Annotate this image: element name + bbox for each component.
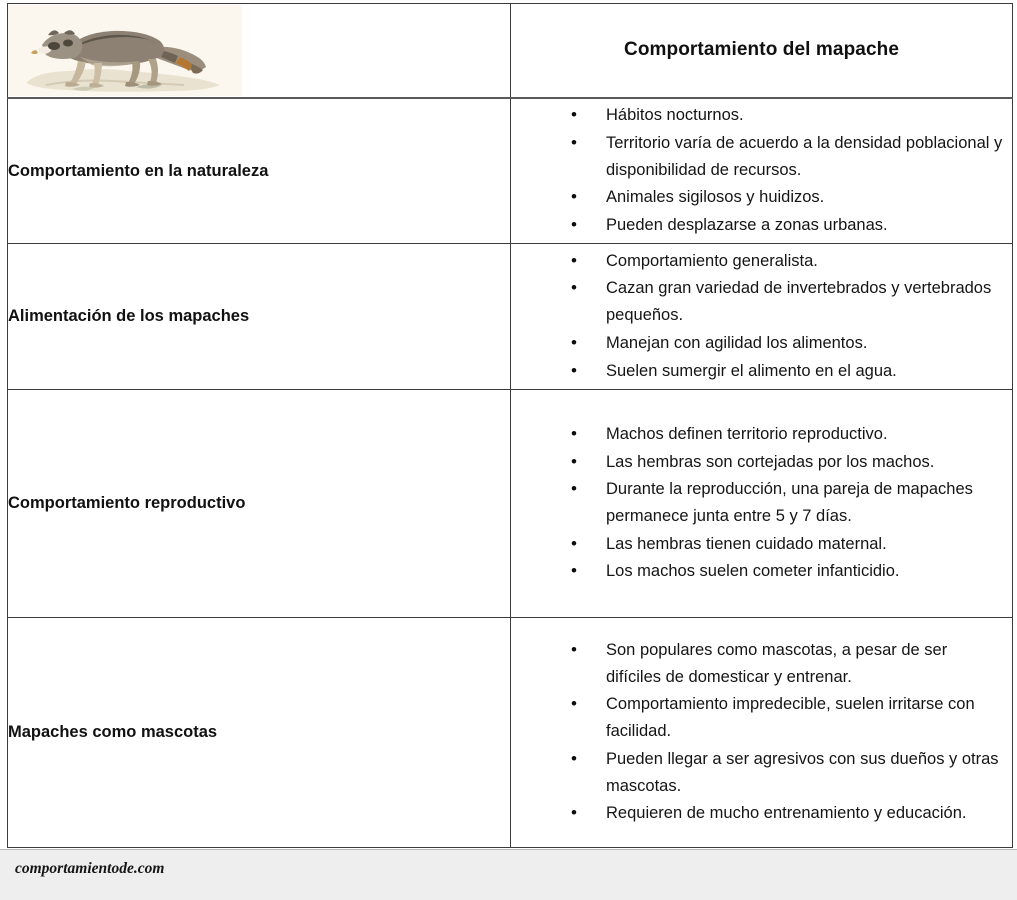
row-label-cell (8, 618, 511, 848)
behavior-table (7, 3, 1013, 848)
list-item: • Hábitos nocturnos. (511, 102, 1012, 129)
list-item: • Las hembras son cortejadas por los machos. (511, 449, 1012, 476)
row-label: Comportamiento reproductivo (8, 494, 246, 513)
thumbnail-cell (8, 4, 511, 99)
list-item: • Suelen sumergir el alimento en el agua. (511, 358, 1012, 385)
page-title: Comportamiento del mapache (624, 39, 899, 61)
bullet-list (511, 248, 1012, 385)
list-item: • Durante la reproducción, una pareja de mapaches permanece junta entre 5 y 7 días. (511, 476, 1012, 529)
bullet-list (511, 637, 1012, 827)
list-item: • Pueden desplazarse a zonas urbanas. (511, 212, 1012, 239)
table-row (8, 98, 1013, 244)
list-item: • Comportamiento generalista. (511, 248, 1012, 275)
list-item: • Animales sigilosos y huidizos. (511, 184, 1012, 211)
table-header-row (8, 4, 1013, 99)
list-item: • Son populares como mascotas, a pesar de ser difíciles de domesticar y entrenar. (511, 637, 1012, 690)
list-item: • Pueden llegar a ser agresivos con sus dueños y otras mascotas. (511, 746, 1012, 799)
site-attribution: comportamientode.com (15, 860, 165, 877)
row-label: Alimentación de los mapaches (8, 307, 250, 326)
row-detail-cell (511, 390, 1013, 618)
row-detail-cell (511, 98, 1013, 244)
list-item: • Comportamiento impredecible, suelen irritarse con facilidad. (511, 691, 1012, 744)
list-item: • Machos definen territorio reproductivo. (511, 421, 1012, 448)
list-item: • Cazan gran variedad de invertebrados y vertebrados pequeños. (511, 275, 1012, 328)
table-row (8, 390, 1013, 618)
list-item: • Requieren de mucho entrenamiento y educación. (511, 800, 1012, 827)
raccoon-illustration-icon (8, 5, 242, 96)
bullet-list (511, 102, 1012, 239)
table-row (8, 244, 1013, 390)
table-row (8, 618, 1013, 848)
list-item: • Manejan con agilidad los alimentos. (511, 330, 1012, 357)
footer-bar (0, 849, 1017, 900)
list-item: • Territorio varía de acuerdo a la densidad poblacional y disponibilidad de recursos. (511, 130, 1012, 183)
list-item: • Las hembras tienen cuidado maternal. (511, 531, 1012, 558)
row-detail-cell (511, 244, 1013, 390)
row-label: Mapaches como mascotas (8, 723, 218, 742)
row-label-cell (8, 98, 511, 244)
row-label: Comportamiento en la naturaleza (8, 161, 269, 180)
table-body (8, 4, 1013, 848)
bullet-list (511, 421, 1012, 585)
row-detail-cell (511, 618, 1013, 848)
row-label-cell (8, 244, 511, 390)
title-cell (511, 4, 1013, 99)
list-item: • Los machos suelen cometer infanticidio. (511, 558, 1012, 585)
row-label-cell (8, 390, 511, 618)
